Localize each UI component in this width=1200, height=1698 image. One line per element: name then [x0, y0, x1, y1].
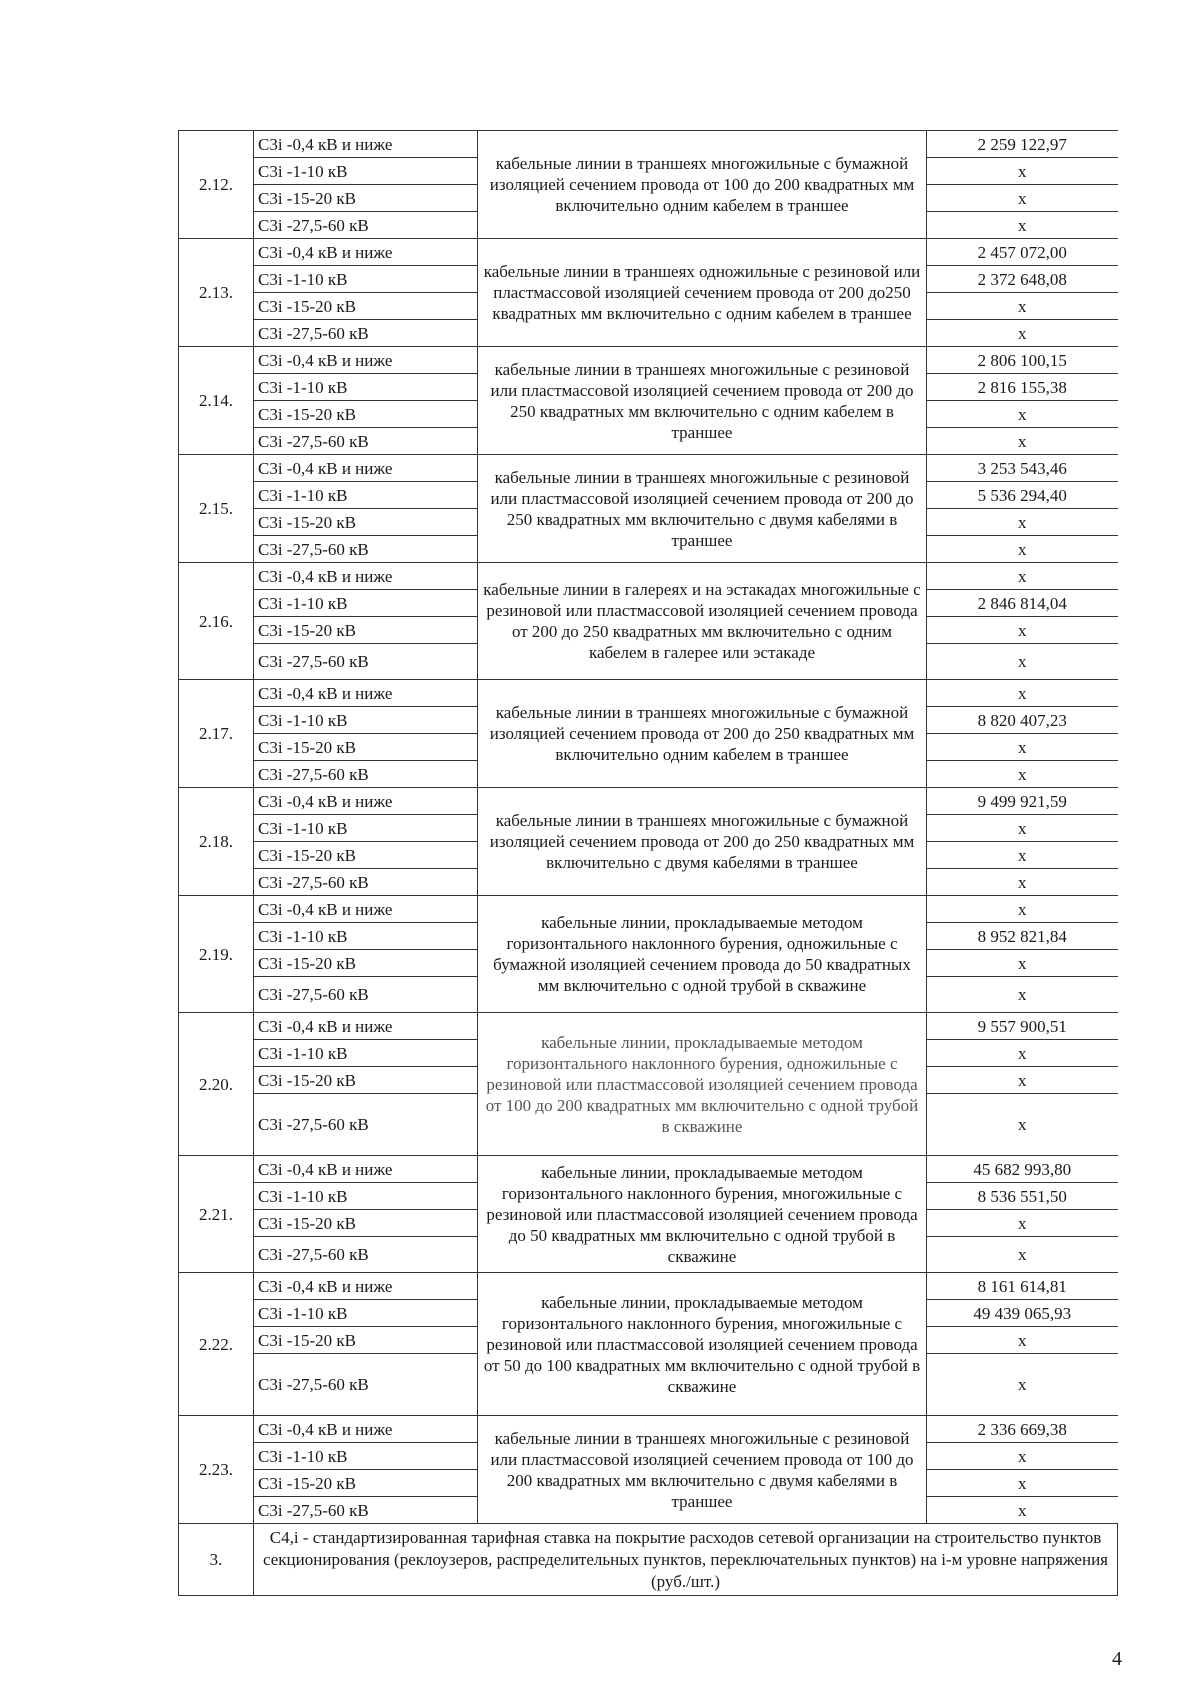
- tariff-value: x: [927, 1470, 1118, 1497]
- voltage-level: С3i -0,4 кВ и ниже: [254, 239, 478, 266]
- voltage-level: С3i -1-10 кВ: [254, 1040, 478, 1067]
- voltage-level: С3i -0,4 кВ и ниже: [254, 1273, 478, 1300]
- cable-description: кабельные линии, прокладываемые методом горизонтального наклонного бурения, одножильные с резиновой или пластмассовой изоляцией сечением провода от 100 до 200 квадратных мм включительно с одной трубой в скважине: [478, 1013, 927, 1156]
- tariff-value: x: [927, 977, 1118, 1013]
- table-row: [179, 680, 1118, 707]
- tariff-value: 2 806 100,15: [927, 347, 1118, 374]
- voltage-level: С3i -27,5-60 кВ: [254, 1237, 478, 1273]
- voltage-level: С3i -15-20 кВ: [254, 1470, 478, 1497]
- tariff-value: 2 457 072,00: [927, 239, 1118, 266]
- voltage-level: С3i -15-20 кВ: [254, 185, 478, 212]
- voltage-level: С3i -0,4 кВ и ниже: [254, 788, 478, 815]
- tariff-value: x: [927, 509, 1118, 536]
- voltage-level: С3i -1-10 кВ: [254, 590, 478, 617]
- voltage-level: С3i -0,4 кВ и ниже: [254, 1416, 478, 1443]
- voltage-level: С3i -0,4 кВ и ниже: [254, 131, 478, 158]
- tariff-value: x: [927, 293, 1118, 320]
- voltage-level: С3i -27,5-60 кВ: [254, 761, 478, 788]
- cable-description: кабельные линии в траншеях одножильные с резиновой или пластмассовой изоляцией сечением провода от 200 до250 квадратных мм включительно с одним кабелем в траншее: [478, 239, 927, 347]
- row-number: 2.17.: [179, 680, 254, 788]
- tariff-value: x: [927, 1443, 1118, 1470]
- table-row: [179, 1416, 1118, 1443]
- voltage-level: С3i -15-20 кВ: [254, 734, 478, 761]
- tariff-value: x: [927, 842, 1118, 869]
- cable-description: кабельные линии в траншеях многожильные с резиновой или пластмассовой изоляцией сечением провода от 200 до 250 квадратных мм включительно с одним кабелем в траншее: [478, 347, 927, 455]
- table-row: [179, 1013, 1118, 1040]
- tariff-value: x: [927, 536, 1118, 563]
- cable-description: кабельные линии, прокладываемые методом горизонтального наклонного бурения, одножильные с бумажной изоляцией сечением провода до 50 квадратных мм включительно с одной трубой в скважине: [478, 896, 927, 1013]
- row-number: 2.12.: [179, 131, 254, 239]
- tariff-value: 3 253 543,46: [927, 455, 1118, 482]
- voltage-level: С3i -27,5-60 кВ: [254, 428, 478, 455]
- voltage-level: С3i -27,5-60 кВ: [254, 320, 478, 347]
- table-row: [179, 563, 1118, 590]
- voltage-level: С3i -27,5-60 кВ: [254, 977, 478, 1013]
- cable-description: кабельные линии в траншеях многожильные с резиновой или пластмассовой изоляцией сечением провода от 200 до 250 квадратных мм включительно с двумя кабелями в траншее: [478, 455, 927, 563]
- voltage-level: С3i -1-10 кВ: [254, 374, 478, 401]
- voltage-level: С3i -1-10 кВ: [254, 482, 478, 509]
- voltage-level: С3i -1-10 кВ: [254, 1183, 478, 1210]
- row-number: 2.16.: [179, 563, 254, 680]
- tariff-value: 49 439 065,93: [927, 1300, 1118, 1327]
- tariff-value: 8 161 614,81: [927, 1273, 1118, 1300]
- tariff-value: 8 536 551,50: [927, 1183, 1118, 1210]
- voltage-level: С3i -15-20 кВ: [254, 293, 478, 320]
- tariff-value: 2 259 122,97: [927, 131, 1118, 158]
- table-row: [179, 896, 1118, 923]
- tariff-value: x: [927, 1067, 1118, 1094]
- voltage-level: С3i -0,4 кВ и ниже: [254, 455, 478, 482]
- row-number: 2.14.: [179, 347, 254, 455]
- tariff-value: x: [927, 563, 1118, 590]
- tariff-value: x: [927, 158, 1118, 185]
- page-number: 4: [1112, 1648, 1122, 1670]
- tariff-table: [178, 130, 1118, 1596]
- tariff-value: 2 336 669,38: [927, 1416, 1118, 1443]
- tariff-value: x: [927, 1040, 1118, 1067]
- tariff-value: x: [927, 1094, 1118, 1156]
- tariff-value: x: [927, 1354, 1118, 1416]
- tariff-value: x: [927, 680, 1118, 707]
- table-row: [179, 788, 1118, 815]
- voltage-level: С3i -1-10 кВ: [254, 1300, 478, 1327]
- voltage-level: С3i -27,5-60 кВ: [254, 1094, 478, 1156]
- table-row: [179, 347, 1118, 374]
- tariff-value: x: [927, 617, 1118, 644]
- tariff-value: 9 499 921,59: [927, 788, 1118, 815]
- voltage-level: С3i -1-10 кВ: [254, 266, 478, 293]
- voltage-level: С3i -0,4 кВ и ниже: [254, 563, 478, 590]
- tariff-value: x: [927, 950, 1118, 977]
- tariff-value: x: [927, 212, 1118, 239]
- row-number: 2.13.: [179, 239, 254, 347]
- row-number: 2.23.: [179, 1416, 254, 1524]
- tariff-value: x: [927, 1237, 1118, 1273]
- voltage-level: С3i -15-20 кВ: [254, 1210, 478, 1237]
- voltage-level: С3i -27,5-60 кВ: [254, 1354, 478, 1416]
- voltage-level: С3i -27,5-60 кВ: [254, 1497, 478, 1524]
- voltage-level: С3i -1-10 кВ: [254, 707, 478, 734]
- tariff-value: 2 846 814,04: [927, 590, 1118, 617]
- table-row: [179, 1156, 1118, 1183]
- row-number: 2.19.: [179, 896, 254, 1013]
- cable-description: кабельные линии в траншеях многожильные с бумажной изоляцией сечением провода от 200 до 250 квадратных мм включительно одним кабелем в траншее: [478, 680, 927, 788]
- tariff-value: 9 557 900,51: [927, 1013, 1118, 1040]
- tariff-value: 5 536 294,40: [927, 482, 1118, 509]
- voltage-level: С3i -0,4 кВ и ниже: [254, 1013, 478, 1040]
- tariff-value: x: [927, 644, 1118, 680]
- table-row: [179, 131, 1118, 158]
- row-number: 2.20.: [179, 1013, 254, 1156]
- tariff-value: x: [927, 1497, 1118, 1524]
- voltage-level: С3i -1-10 кВ: [254, 158, 478, 185]
- voltage-level: С3i -1-10 кВ: [254, 923, 478, 950]
- section-number: 3.: [179, 1524, 254, 1596]
- voltage-level: С3i -15-20 кВ: [254, 950, 478, 977]
- cable-description: кабельные линии в траншеях многожильные с бумажной изоляцией сечением провода от 200 до 250 квадратных мм включительно с двумя кабелями в траншее: [478, 788, 927, 896]
- voltage-level: С3i -15-20 кВ: [254, 1067, 478, 1094]
- table-row: [179, 1273, 1118, 1300]
- tariff-value: 2 816 155,38: [927, 374, 1118, 401]
- section-description: С4,i - стандартизированная тарифная ставка на покрытие расходов сетевой организации на строительство пунктов секционирования (реклоузеров, распределительных пунктов, переключательных пунктов) на i-м уровне напряжения (руб./шт.): [254, 1524, 1118, 1596]
- voltage-level: С3i -0,4 кВ и ниже: [254, 347, 478, 374]
- cable-description: кабельные линии в траншеях многожильные с бумажной изоляцией сечением провода от 100 до 200 квадратных мм включительно одним кабелем в траншее: [478, 131, 927, 239]
- tariff-value: x: [927, 1210, 1118, 1237]
- tariff-value: x: [927, 815, 1118, 842]
- voltage-level: С3i -0,4 кВ и ниже: [254, 896, 478, 923]
- tariff-value: 45 682 993,80: [927, 1156, 1118, 1183]
- voltage-level: С3i -15-20 кВ: [254, 617, 478, 644]
- voltage-level: С3i -15-20 кВ: [254, 509, 478, 536]
- tariff-value: x: [927, 428, 1118, 455]
- cable-description: кабельные линии в траншеях многожильные с резиновой или пластмассовой изоляцией сечением провода от 100 до 200 квадратных мм включительно с двумя кабелями в траншее: [478, 1416, 927, 1524]
- tariff-value: x: [927, 320, 1118, 347]
- table-row: [179, 455, 1118, 482]
- cable-description: кабельные линии в галереях и на эстакадах многожильные с резиновой или пластмассовой изоляцией сечением провода от 200 до 250 квадратных мм включительно с одним кабелем в галерее или эстакаде: [478, 563, 927, 680]
- tariff-value: x: [927, 896, 1118, 923]
- voltage-level: С3i -0,4 кВ и ниже: [254, 1156, 478, 1183]
- voltage-level: С3i -27,5-60 кВ: [254, 869, 478, 896]
- cable-description: кабельные линии, прокладываемые методом горизонтального наклонного бурения, многожильные с резиновой или пластмассовой изоляцией сечением провода от 50 до 100 квадратных мм включительно с одной трубой в скважине: [478, 1273, 927, 1416]
- tariff-value: 2 372 648,08: [927, 266, 1118, 293]
- section-row: [179, 1524, 1118, 1596]
- cable-description: кабельные линии, прокладываемые методом горизонтального наклонного бурения, многожильные с резиновой или пластмассовой изоляцией сечением провода до 50 квадратных мм включительно с одной трубой в скважине: [478, 1156, 927, 1273]
- table-row: [179, 239, 1118, 266]
- voltage-level: С3i -15-20 кВ: [254, 1327, 478, 1354]
- voltage-level: С3i -27,5-60 кВ: [254, 536, 478, 563]
- voltage-level: С3i -1-10 кВ: [254, 815, 478, 842]
- tariff-value: x: [927, 1327, 1118, 1354]
- voltage-level: С3i -1-10 кВ: [254, 1443, 478, 1470]
- voltage-level: С3i -27,5-60 кВ: [254, 212, 478, 239]
- tariff-value: x: [927, 869, 1118, 896]
- tariff-value: x: [927, 734, 1118, 761]
- voltage-level: С3i -0,4 кВ и ниже: [254, 680, 478, 707]
- tariff-value: x: [927, 185, 1118, 212]
- tariff-value: x: [927, 401, 1118, 428]
- row-number: 2.18.: [179, 788, 254, 896]
- tariff-value: x: [927, 761, 1118, 788]
- voltage-level: С3i -15-20 кВ: [254, 842, 478, 869]
- voltage-level: С3i -27,5-60 кВ: [254, 644, 478, 680]
- tariff-value: 8 820 407,23: [927, 707, 1118, 734]
- row-number: 2.21.: [179, 1156, 254, 1273]
- voltage-level: С3i -15-20 кВ: [254, 401, 478, 428]
- tariff-value: 8 952 821,84: [927, 923, 1118, 950]
- row-number: 2.15.: [179, 455, 254, 563]
- row-number: 2.22.: [179, 1273, 254, 1416]
